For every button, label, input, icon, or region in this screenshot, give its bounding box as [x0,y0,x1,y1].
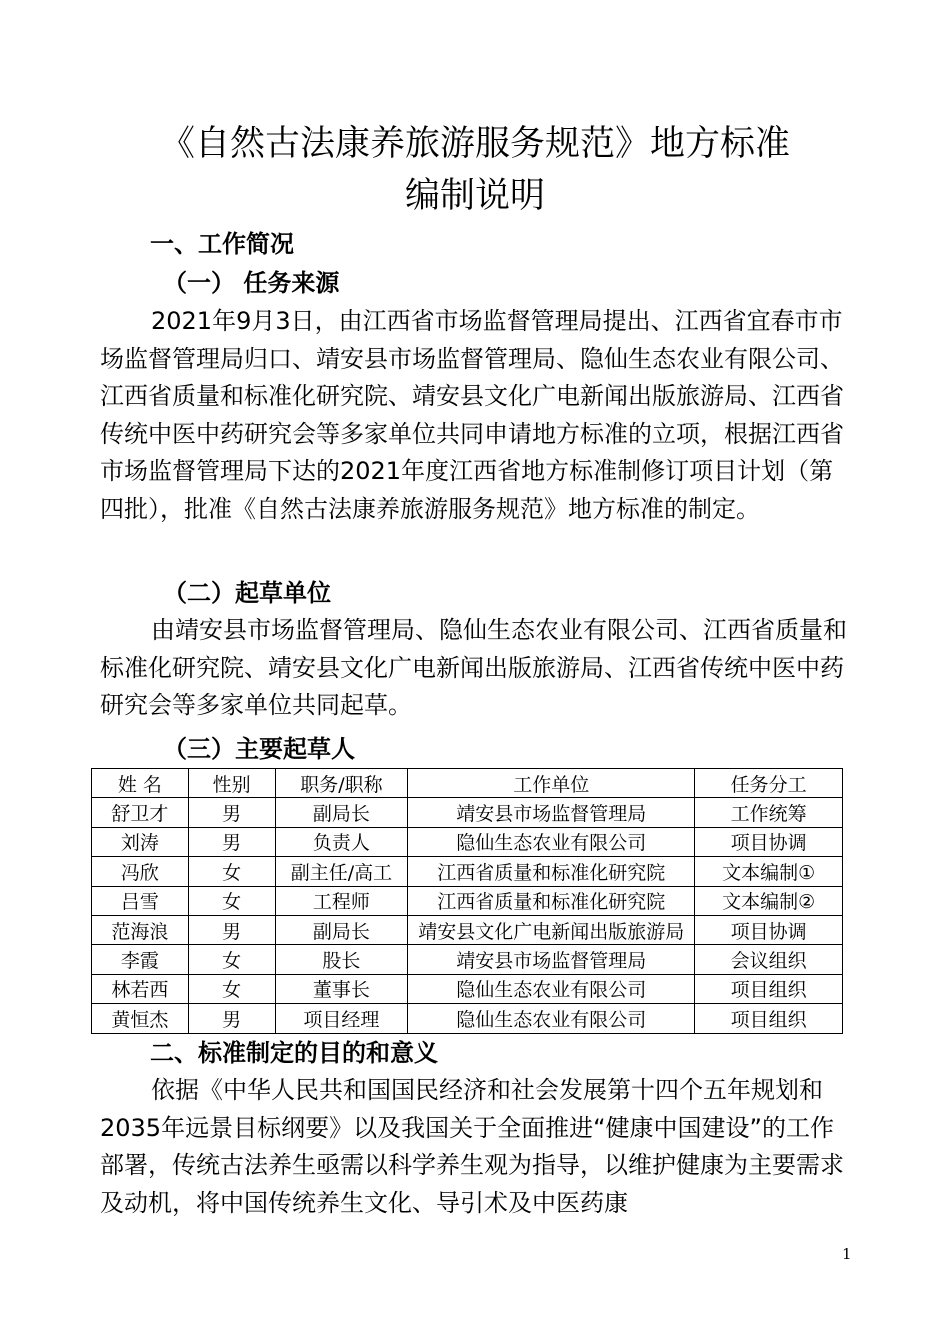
header-title: 职务/职称 [275,769,408,798]
cell-name: 舒卫才 [92,798,189,827]
task-source-paragraph: 2021年9月3日，由江西省市场监督管理局提出、江西省宜春市市场监督管理局归口、靖安县市场监督管理局、隐仙生态农业有限公司、江西省质量和标准化研究院、靖安县文化广电新闻出版旅游局、江西省传统中医中药研究会等多家单位共同申请地方标准的立项，根据江西省市场监督管理局下达的2021年度江西省地方标准制修订项目计划（第四批），批准《自然古法康养旅游服务规范》地方标准的制定。 [100,307,844,523]
table-row [92,857,843,886]
header-name: 姓 名 [92,769,189,798]
subsection-2-heading: （二）起草单位 [163,579,331,607]
cell-gender: 女 [188,974,275,1003]
purpose-paragraph: 依据《中华人民共和国国民经济和社会发展第十四个五年规划和2035年远景目标纲要》以及我国关于全面推进“健康中国建设”的工作部署，传统古法养生亟需以科学养生观为指导，以维护健康为主要需求及动机，将中国传统养生文化、导引术及中医药康 [100,1076,844,1217]
cell-title: 项目经理 [275,1004,408,1033]
header-unit: 工作单位 [408,769,695,798]
drafting-units-paragraph: 由靖安县市场监督管理局、隐仙生态农业有限公司、江西省质量和标准化研究院、靖安县文化广电新闻出版旅游局、江西省传统中医中药研究会等多家单位共同起草。 [100,616,847,719]
cell-unit: 靖安县市场监督管理局 [408,798,695,827]
subsection-3-heading: （三）主要起草人 [163,735,355,763]
table-row [92,1004,843,1033]
cell-title: 股长 [275,945,408,974]
cell-name: 黄恒杰 [92,1004,189,1033]
cell-task: 文本编制② [695,886,843,915]
header-gender: 性别 [188,769,275,798]
cell-name: 范海浪 [92,915,189,944]
cell-unit: 靖安县市场监督管理局 [408,945,695,974]
cell-task: 项目组织 [695,974,843,1003]
cell-task: 工作统筹 [695,798,843,827]
table-row [92,915,843,944]
cell-unit: 江西省质量和标准化研究院 [408,857,695,886]
cell-name: 吕雪 [92,886,189,915]
section-2-heading: 二、标准制定的目的和意义 [150,1039,438,1067]
subsection-1-heading: （一） 任务来源 [163,269,340,297]
cell-title: 副局长 [275,798,408,827]
cell-title: 负责人 [275,827,408,856]
cell-gender: 男 [188,798,275,827]
cell-gender: 男 [188,915,275,944]
cell-unit: 江西省质量和标准化研究院 [408,886,695,915]
header-task: 任务分工 [695,769,843,798]
table-header-row [92,769,843,798]
cell-task: 会议组织 [695,945,843,974]
cell-unit: 隐仙生态农业有限公司 [408,1004,695,1033]
table-row [92,827,843,856]
cell-title: 副主任/高工 [275,857,408,886]
cell-gender: 男 [188,827,275,856]
cell-task: 项目协调 [695,827,843,856]
cell-task: 项目组织 [695,1004,843,1033]
table-row [92,798,843,827]
document-title-line1: 《自然古法康养旅游服务规范》地方标准 [159,124,790,164]
cell-name: 刘涛 [92,827,189,856]
table-row [92,886,843,915]
cell-gender: 女 [188,857,275,886]
table-row [92,974,843,1003]
table-row [92,945,843,974]
drafters-table [91,768,843,1034]
cell-title: 董事长 [275,974,408,1003]
cell-gender: 男 [188,1004,275,1033]
cell-unit: 隐仙生态农业有限公司 [408,827,695,856]
document-title-line2: 编制说明 [404,176,545,216]
cell-title: 副局长 [275,915,408,944]
cell-task: 项目协调 [695,915,843,944]
cell-unit: 隐仙生态农业有限公司 [408,974,695,1003]
cell-name: 林若西 [92,974,189,1003]
cell-gender: 女 [188,886,275,915]
cell-task: 文本编制① [695,857,843,886]
section-1-heading: 一、工作简况 [150,230,294,258]
cell-name: 冯欣 [92,857,189,886]
page-number: 1 [842,1245,852,1263]
cell-title: 工程师 [275,886,408,915]
cell-gender: 女 [188,945,275,974]
cell-name: 李霞 [92,945,189,974]
cell-unit: 靖安县文化广电新闻出版旅游局 [408,915,695,944]
